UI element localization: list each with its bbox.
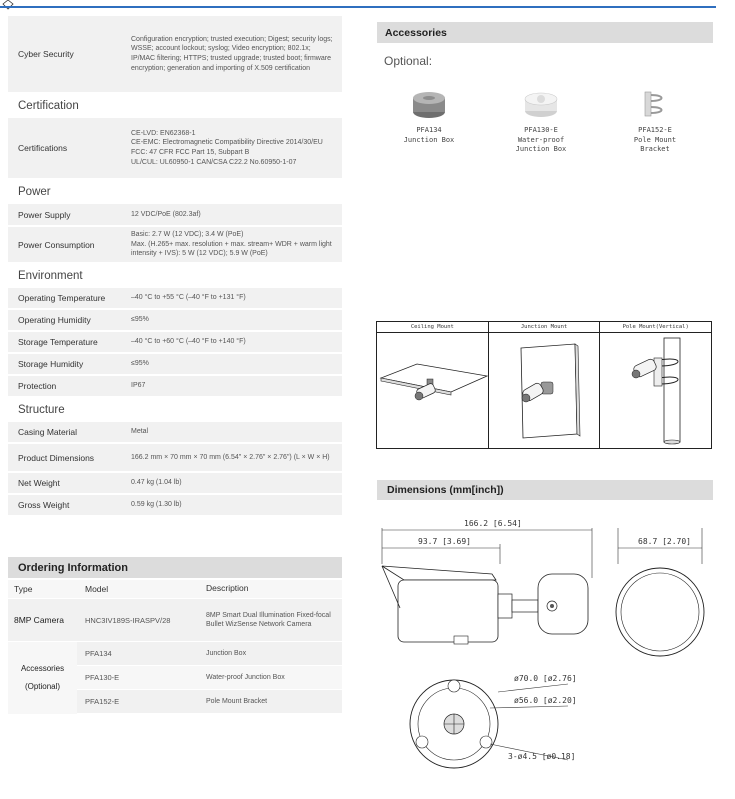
spec-value: Metal [131,428,149,436]
spec-key: Net Weight [18,478,60,488]
spec-key: Operating Humidity [18,315,91,325]
spec-row [8,376,342,398]
spec-key: Power Consumption [18,239,95,250]
spec-row [8,118,342,180]
ordering-title: Ordering Information [8,557,342,578]
spec-row [8,16,342,94]
mount-title: Junction Mount [489,322,600,333]
accessory-description: Water-proof Junction Box [206,673,285,681]
dimensions-title: Dimensions (mm[inch]) [377,480,713,500]
spec-key: Storage Humidity [18,359,84,369]
section-title-certification: Certification [8,94,342,118]
table-row [77,642,342,666]
dim-d56: ø56.0 [ø2.20] [514,696,577,705]
pole-mount-bracket-icon [635,86,675,122]
spec-value: –40 °C to +55 °C (–40 °F to +131 °F) [131,294,246,302]
accessory-pfa152e [610,86,700,155]
accessory-model: PFA130-E [85,673,120,682]
accessory-description: Junction Box [206,649,247,657]
top-rule [0,6,716,8]
junction-mount-drawing [489,334,601,449]
accessory-label: PFA130-E Water-proof Junction Box [515,126,567,153]
spec-key: Casing Material [18,427,78,437]
spec-table [8,16,342,517]
table-row [77,690,342,714]
mounting-diagrams [376,321,712,449]
spec-value: IP67 [131,382,146,390]
dim-d70: ø70.0 [ø2.76] [514,674,577,683]
spec-key: Product Dimensions [18,452,95,463]
accessories-group [8,642,342,714]
spec-value: 12 VDC/PoE (802.3af) [131,210,201,218]
accessory-model: PFA134 [85,649,112,658]
spec-value: –40 °C to +60 °C (–40 °F to +140 °F) [131,338,246,346]
spec-value: 0.47 kg (1.04 lb) [131,479,182,487]
spec-row [8,444,342,473]
camera-description: 8MP Smart Dual Illumination Fixed-focal Bullet WizSense Network Camera [206,611,331,628]
camera-type: 8MP Camera [14,615,64,625]
spec-value: ≤95% [131,316,149,324]
accessory-pfa130e [496,86,586,155]
dim-diameter: 68.7 [2.70] [638,537,691,546]
section-title-power: Power [8,180,342,204]
spec-row [8,310,342,332]
accessory-model: PFA152-E [85,697,120,706]
pole-mount-drawing [600,334,712,449]
dim-holes: 3-ø4.5 [ø0.18] [508,752,576,761]
waterproof-junction-box-icon [521,86,561,122]
accessories-title: Accessories [377,22,713,43]
mount-title: Ceiling Mount [377,322,488,333]
table-row [8,599,342,642]
spec-row [8,227,342,264]
junction-box-icon [409,86,449,122]
accessory-pfa134 [384,86,474,145]
dim-length: 166.2 [6.54] [464,519,522,528]
spec-key: Power Supply [18,209,71,220]
junction-mount-panel [489,322,601,448]
spec-row [8,473,342,495]
accessories-type: Accessories (Optional) [20,664,65,691]
spec-value: CE-LVD: EN62368-1 CE-EMC: Electromagnetic Compatibility Directive 2014/30/EU FCC: 47 CFR FCC Part 15, Subpart B UL/CUL: UL60950-1 CAN/CSA C22.2 No.60950-1-07 [131,129,323,166]
accessory-description: Pole Mount Bracket [206,697,268,705]
accessory-label: PFA152-E Pole Mount Bracket [633,126,677,153]
dim-front: 93.7 [3.69] [418,537,471,546]
ordering-table [8,580,342,714]
spec-value: 0.59 kg (1.30 lb) [131,501,182,509]
spec-value: 166.2 mm × 70 mm × 70 mm (6.54" × 2.76" × 2.76") (L × W × H) [131,453,330,461]
ceiling-mount-panel [377,322,489,448]
ceiling-mount-drawing [377,334,489,449]
header-type: Type [14,584,33,594]
spec-row [8,354,342,376]
spec-key: Certifications [18,143,68,153]
header-model: Model [85,584,109,594]
spec-key: Operating Temperature [18,293,106,303]
spec-row [8,288,342,310]
spec-key: Storage Temperature [18,337,98,347]
mount-title: Pole Mount(Vertical) [600,322,711,333]
spec-value: Basic: 2.7 W (12 VDC); 3.4 W (PoE) Max. (H.265+ max. resolution + max. stream+ WDR + warm light intensity + IVS): 5 W (12 VDC); 5.9 W (PoE) [131,231,332,258]
spec-key: Cyber Security [18,49,74,59]
spec-row [8,332,342,354]
spec-row [8,495,342,517]
corner-diamond-icon [2,0,14,10]
spec-row [8,422,342,444]
spec-value: ≤95% [131,360,149,368]
dimension-drawing [372,508,722,788]
accessory-label: PFA134 Junction Box [403,126,455,144]
spec-row [8,204,342,227]
section-title-structure: Structure [8,398,342,422]
table-header-row [8,580,342,599]
table-row [77,666,342,690]
spec-key: Gross Weight [18,500,70,510]
section-title-environment: Environment [8,264,342,288]
pole-mount-panel [600,322,711,448]
header-description: Description [206,583,249,594]
spec-key: Protection [18,381,57,391]
spec-value: Configuration encryption; trusted execution; Digest; security logs; WSSE; account lockout; syslog; Video encryption; 802.1x; IP/MAC filtering; HTTPS; trusted upgrade; trusted boot; firmware encryption; generation and importing of X.509 certification [131,35,333,72]
camera-model: HNC3IV189S-IRASPV/28 [85,615,171,625]
optional-label: Optional: [384,54,433,68]
